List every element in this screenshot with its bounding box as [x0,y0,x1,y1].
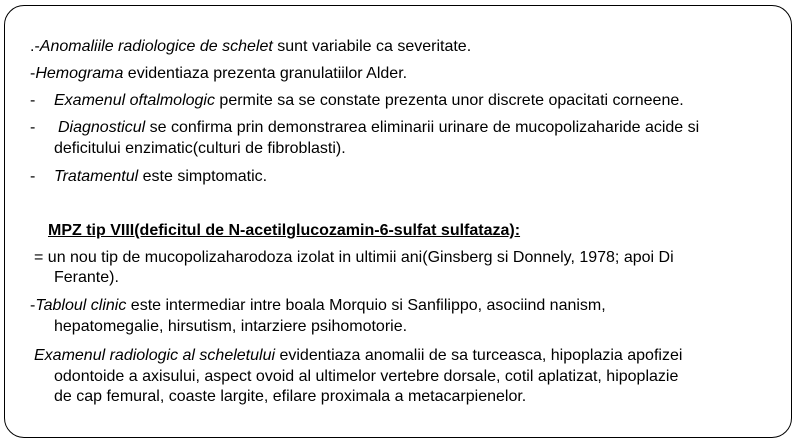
bullet-item-ophthalmologic: - Examenul oftalmologic permite sa se constate prezenta unor discrete opacitati corneene. [30,92,684,109]
paragraph-new-type: = un nou tip de mucopolizaharodoza izolat in ultimii ani(Ginsberg si Donnely, 1978; apoi Di Ferante). [34,249,674,286]
bullet-item-treatment: - Tratamentul este simptomatic. [30,168,268,185]
bullet-mark: - [30,92,36,109]
paragraph-radiologic-anomalies: .-Anomaliile radiologice de schelet sunt variabile ca severitate. [30,38,472,55]
bullet-item-diagnosis: - Diagnosticul se confirma prin demonstrarea eliminarii urinare de mucopolizaharide acide si deficitului enzimatic(culturi de fibroblasti). [30,119,700,157]
term-skeletal-radiology: Examenul radiologic al scheletului [34,347,276,364]
term-diagnosis: Diagnosticul [58,119,146,136]
term-radiologic-anomalies: Anomaliile radiologice de schelet [39,38,273,55]
term-treatment: Tratamentul [54,168,139,185]
term-clinical-picture: Tabloul clinic [35,297,127,314]
term-ophthalmologic-exam: Examenul oftalmologic [54,92,215,109]
section-heading-mpz-viii: MPZ tip VIII(deficitul de N-acetilglucozamin-6-sulfat sulfataza): [48,222,521,239]
bullet-mark: - [30,168,36,185]
bullet-mark: - [30,119,36,136]
paragraph-hemogram: -Hemograma evidentiaza prezenta granulatiilor Alder. [30,65,408,82]
paragraph-clinical-picture: -Tabloul clinic este intermediar intre boala Morquio si Sanfilippo, asociind nanism, hepatomegalie, hirsutism, intarziere psihomotorie. [30,297,606,335]
term-hemogram: Hemograma [35,65,124,82]
paragraph-skeletal-radiology: Examenul radiologic al scheletului evidentiaza anomalii de sa turceasca, hipoplazia apofizei odontoide a axisului, aspect ovoid al ultimelor vertebre dorsale, cotil aplatizat, hipoplazie de cap femural, coaste largite, efilare proximala a metacarpienelor. [34,347,683,405]
